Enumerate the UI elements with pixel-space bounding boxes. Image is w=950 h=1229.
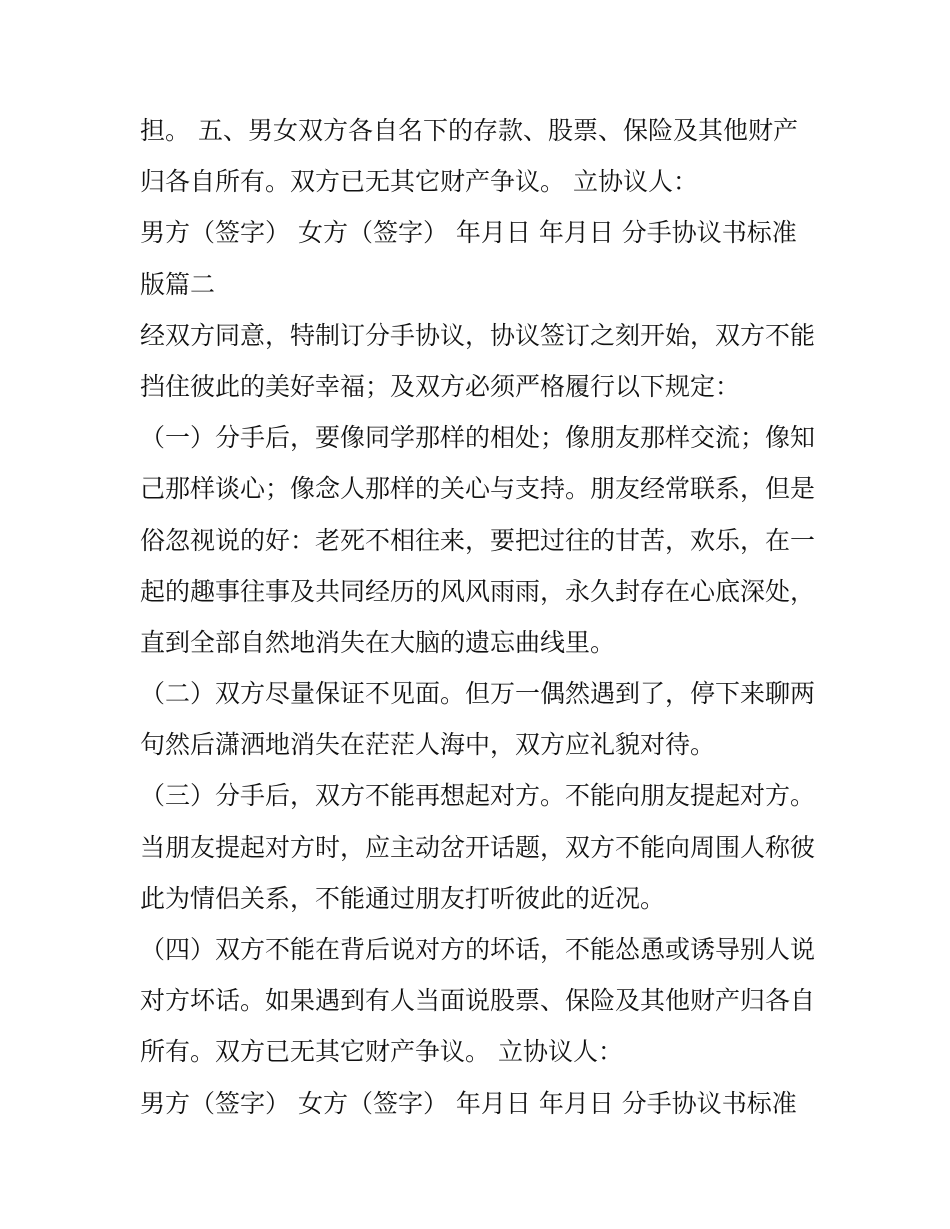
text-line: 男方（签字） 女方（签字） 年月日 年月日 分手协议书标准	[140, 218, 797, 248]
text-line: （四）双方不能在背后说对方的坏话，不能怂恿或诱导别人说	[140, 935, 816, 964]
text-line: （一）分手后，要像同学那样的相处；像朋友那样交流；像知	[140, 423, 816, 453]
text-line: 归各自所有。双方已无其它财产争议。 立协议人：	[140, 167, 698, 197]
text-line: （三）分手后，双方不能再想起对方。不能向朋友提起对方。	[140, 781, 816, 811]
text-line: 句然后潇洒地消失在茫茫人海中，双方应礼貌对待。	[140, 730, 716, 760]
text-line: 起的趣事往事及共同经历的风风雨雨，永久封存在心底深处，	[140, 576, 816, 606]
text-line: 此为情侣关系，不能通过朋友打听彼此的近况。	[140, 883, 666, 913]
text-line: 俗忽视说的好：老死不相往来，要把过往的甘苦，欢乐，在一	[140, 525, 816, 555]
text-line: 所有。双方已无其它财产争议。 立协议人：	[140, 1037, 623, 1067]
text-line: 对方坏话。如果遇到有人当面说股票、保险及其他财产归各自	[140, 986, 816, 1016]
document-body	[140, 105, 820, 1129]
text-line: 己那样谈心；像念人那样的关心与支持。朋友经常联系，但是	[140, 474, 816, 504]
text-line: 当朋友提起对方时，应主动岔开话题，双方不能向周围人称彼	[140, 832, 816, 862]
text-line: 男方（签字） 女方（签字） 年月日 年月日 分手协议书标准	[140, 1088, 797, 1118]
text-line: 担。 五、男女双方各自名下的存款、股票、保险及其他财产	[140, 116, 798, 145]
text-line: （二）双方尽量保证不见面。但万一偶然遇到了，停下来聊两	[140, 679, 816, 709]
text-line: 经双方同意，特制订分手协议，协议签订之刻开始，双方不能	[140, 320, 816, 350]
text-line: 版篇二	[140, 269, 216, 299]
text-line: 直到全部自然地消失在大脑的遗忘曲线里。	[140, 627, 616, 657]
text-line: 挡住彼此的美好幸福；及双方必须严格履行以下规定：	[140, 371, 741, 401]
